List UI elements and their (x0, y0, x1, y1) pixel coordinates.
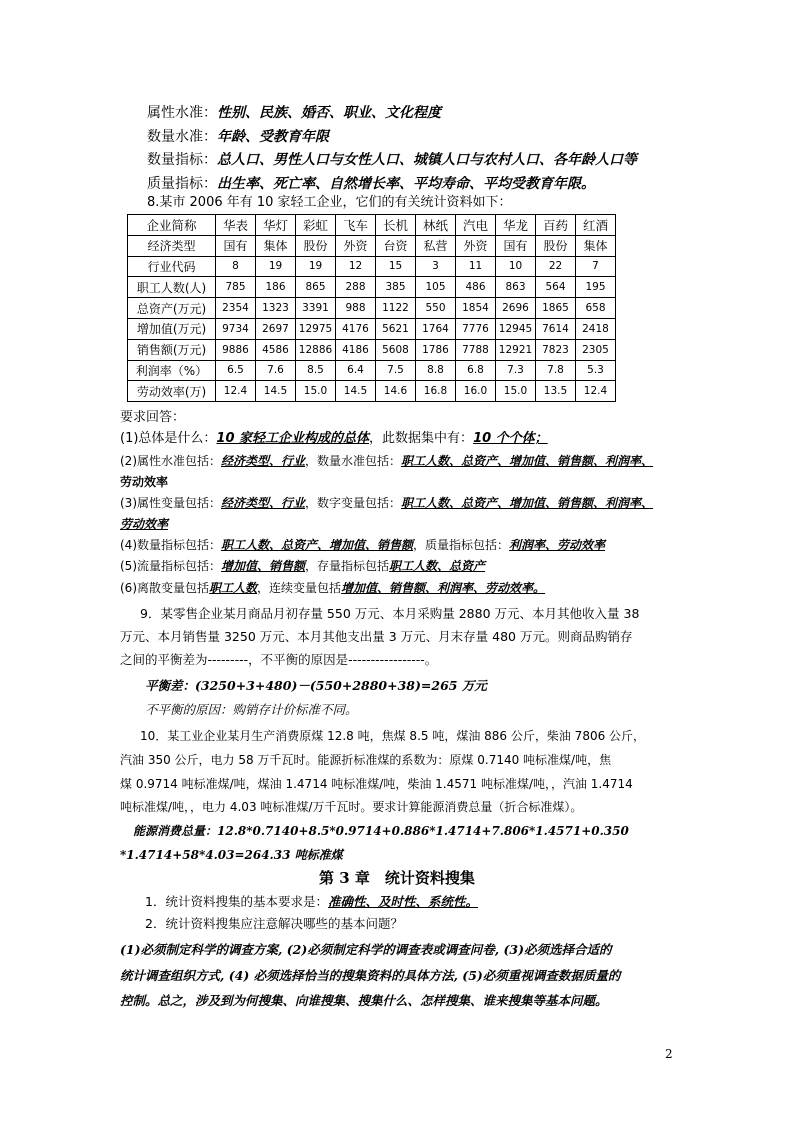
question-10-line: 10．某工业企业某月生产消费原煤 12.8 吨，焦煤 8.5 吨，煤油 886 公斤，柴油 7806 公斤， (140, 729, 646, 743)
table-row (128, 360, 616, 381)
question-9-line: 万元、本月销售量 3250 万元、本月其他支出量 3 万元、月末存量 480 万元。则商品购销存 (120, 629, 633, 644)
answer-3-cont: 劳动效率 (120, 517, 169, 531)
table-header-cell: 林纸 (416, 215, 456, 236)
text-line-quality-indicator: 质量指标：出生率、死亡率、自然增长率、平均寿命、平均受教育年限。 (147, 176, 595, 192)
table-header-cell: 飞车 (336, 215, 376, 236)
table-cell: 3 (416, 256, 456, 277)
answer-6: (6)离散变量包括职工人数，连续变量包括增加值、销售额、利润率、劳动效率。 (120, 581, 546, 595)
table-cell: 4586 (256, 339, 296, 360)
question-8-intro: 8.某市 2006 年有 10 家轻工企业，它们的有关统计资料如下： (147, 195, 512, 210)
table-cell: 7.6 (256, 360, 296, 381)
row-label: 增加值(万元) (128, 318, 216, 339)
table-cell: 7.5 (376, 360, 416, 381)
question-10-line: 汽油 350 公斤，电力 58 万千瓦时。能源折标准煤的系数为：原煤 0.7140 吨标准煤/吨，焦 (120, 753, 612, 767)
table-cell: 6.8 (456, 360, 496, 381)
table-cell: 国有 (496, 235, 536, 256)
table-cell: 5.3 (576, 360, 616, 381)
row-label: 经济类型 (128, 235, 216, 256)
table-cell: 集体 (256, 235, 296, 256)
table-cell: 集体 (576, 235, 616, 256)
ch3-answer-line: 控制。总之，涉及到为何搜集、向谁搜集、搜集什么、怎样搜集、谁来搜集等基本问题。 (120, 993, 608, 1008)
table-cell: 988 (336, 298, 376, 319)
table-cell: 105 (416, 277, 456, 298)
table-header-cell: 华表 (216, 215, 256, 236)
table-cell: 385 (376, 277, 416, 298)
table-cell: 12.4 (576, 381, 616, 402)
table-cell: 1323 (256, 298, 296, 319)
table-cell: 288 (336, 277, 376, 298)
table-header-cell: 百药 (536, 215, 576, 236)
question-10-answer-cont: *1.4714+58*4.03=264.33 吨标准煤 (120, 848, 343, 862)
table-row (128, 256, 616, 277)
answer-2: (2)属性水准包括：经济类型、行业，数量水准包括：职工人数、总资产、增加值、销售额、利润率、 (120, 454, 654, 468)
table-cell: 785 (216, 277, 256, 298)
table-row (128, 318, 616, 339)
table-cell: 9734 (216, 318, 256, 339)
table-cell: 12886 (296, 339, 336, 360)
text-line-quantity-indicator: 数量指标：总人口、男性人口与女性人口、城镇人口与农村人口、各年龄人口等 (147, 152, 637, 168)
table-cell: 5608 (376, 339, 416, 360)
table-cell: 3391 (296, 298, 336, 319)
table-cell: 16.0 (456, 381, 496, 402)
table-cell: 14.6 (376, 381, 416, 402)
table-cell: 12975 (296, 318, 336, 339)
table-cell: 186 (256, 277, 296, 298)
answer-4: (4)数量指标包括：职工人数、总资产、增加值、销售额，质量指标包括：利润率、劳动效率 (120, 538, 606, 552)
table-cell: 1122 (376, 298, 416, 319)
table-cell: 9886 (216, 339, 256, 360)
question-10-line: 煤 0.9714 吨标准煤/吨，煤油 1.4714 吨标准煤/吨，柴油 1.4571 吨标准煤/吨，，汽油 1.4714 (120, 777, 633, 791)
table-cell: 股份 (296, 235, 336, 256)
text-line-attribute-level: 属性水准：性别、民族、婚否、职业、文化程度 (147, 105, 441, 121)
table-cell: 7.8 (536, 360, 576, 381)
table-cell: 4176 (336, 318, 376, 339)
require-label: 要求回答： (120, 410, 186, 425)
answer-2-cont: 劳动效率 (120, 475, 169, 489)
enterprise-data-table (127, 214, 616, 402)
table-cell: 22 (536, 256, 576, 277)
table-cell: 7614 (536, 318, 576, 339)
table-cell: 19 (256, 256, 296, 277)
question-10-answer: 能源消费总量：12.8*0.7140+8.5*0.9714+0.886*1.4714+7.806*1.4571+0.350 (133, 824, 629, 838)
table-cell: 国有 (216, 235, 256, 256)
table-cell: 7776 (456, 318, 496, 339)
table-cell: 19 (296, 256, 336, 277)
table-cell: 486 (456, 277, 496, 298)
table-cell: 15.0 (496, 381, 536, 402)
ch3-answer-line: 统计调查组织方式, (4) 必须选择恰当的搜集资料的具体方法, (5)必须重视调查数据质量的 (120, 968, 621, 983)
table-cell: 13.5 (536, 381, 576, 402)
answer-3: (3)属性变量包括：经济类型、行业，数字变量包括：职工人数、总资产、增加值、销售额、利润率、 (120, 496, 654, 510)
table-cell: 1854 (456, 298, 496, 319)
table-cell: 8 (216, 256, 256, 277)
table-cell: 台资 (376, 235, 416, 256)
table-row (128, 298, 616, 319)
table-header-cell: 企业简称 (128, 215, 216, 236)
table-cell: 7 (576, 256, 616, 277)
table-cell: 15.0 (296, 381, 336, 402)
table-cell: 1786 (416, 339, 456, 360)
table-header-row (128, 215, 616, 236)
table-cell: 8.5 (296, 360, 336, 381)
table-cell: 1865 (536, 298, 576, 319)
table-cell: 10 (496, 256, 536, 277)
table-cell: 2697 (256, 318, 296, 339)
table-cell: 550 (416, 298, 456, 319)
table-header-cell: 彩虹 (296, 215, 336, 236)
table-cell: 12921 (496, 339, 536, 360)
question-10-line: 吨标准煤/吨，，电力 4.03 吨标准煤/万千瓦时。要求计算能源消费总量（折合标准煤）。 (120, 800, 583, 814)
table-cell: 1764 (416, 318, 456, 339)
table-cell: 6.5 (216, 360, 256, 381)
table-row (128, 235, 616, 256)
table-cell: 863 (496, 277, 536, 298)
table-header-cell: 红酒 (576, 215, 616, 236)
table-cell: 12 (336, 256, 376, 277)
table-cell: 2354 (216, 298, 256, 319)
table-cell: 7823 (536, 339, 576, 360)
table-row (128, 277, 616, 298)
table-cell: 外资 (336, 235, 376, 256)
table-cell: 6.4 (336, 360, 376, 381)
table-cell: 195 (576, 277, 616, 298)
table-cell: 2418 (576, 318, 616, 339)
row-label: 行业代码 (128, 256, 216, 277)
table-cell: 股份 (536, 235, 576, 256)
text-line-quantity-level: 数量水准：年龄、受教育年限 (147, 129, 329, 145)
table-cell: 外资 (456, 235, 496, 256)
row-label: 总资产(万元) (128, 298, 216, 319)
table-header-cell: 汽电 (456, 215, 496, 236)
table-cell: 14.5 (336, 381, 376, 402)
table-cell: 865 (296, 277, 336, 298)
table-cell: 12.4 (216, 381, 256, 402)
table-cell: 2696 (496, 298, 536, 319)
table-cell: 564 (536, 277, 576, 298)
row-label: 职工人数(人) (128, 277, 216, 298)
table-cell: 11 (456, 256, 496, 277)
question-9-line: 之间的平衡差为---------，不平衡的原因是-----------------。 (120, 652, 438, 667)
table-cell: 15 (376, 256, 416, 277)
table-cell: 14.5 (256, 381, 296, 402)
question-9-answer: 平衡差：(3250+3+480)－(550+2880+38)=265 万元 (145, 678, 487, 693)
ch3-question-1: 1．统计资料搜集的基本要求是：准确性、及时性、系统性。 (145, 894, 478, 909)
chapter-heading: 第 3 章 统计资料搜集 (319, 869, 475, 887)
question-9-line: 9．某零售企业某月商品月初存量 550 万元、本月采购量 2880 万元、本月其他收入量 38 (140, 606, 640, 621)
table-cell: 658 (576, 298, 616, 319)
row-label: 销售额(万元) (128, 339, 216, 360)
table-cell: 5621 (376, 318, 416, 339)
table-cell: 2305 (576, 339, 616, 360)
ch3-answer-line: (1)必须制定科学的调查方案, (2)必须制定科学的调查表或调查问卷, (3)必须选择合适的 (120, 942, 612, 957)
table-header-cell: 华灯 (256, 215, 296, 236)
page-number: 2 (665, 1047, 673, 1061)
ch3-question-2: 2．统计资料搜集应注意解决哪些的基本问题？ (145, 916, 403, 931)
answer-1: (1)总体是什么：10 家轻工企业构成的总体，此数据集中有：10 个个体； (120, 431, 548, 446)
table-cell: 7.3 (496, 360, 536, 381)
table-cell: 12945 (496, 318, 536, 339)
table-cell: 7788 (456, 339, 496, 360)
table-row (128, 381, 616, 402)
row-label: 利润率（%） (128, 360, 216, 381)
row-label: 劳动效率(万) (128, 381, 216, 402)
table-cell: 私营 (416, 235, 456, 256)
answer-5: (5)流量指标包括：增加值、销售额，存量指标包括职工人数、总资产 (120, 559, 486, 573)
table-cell: 4186 (336, 339, 376, 360)
table-cell: 16.8 (416, 381, 456, 402)
table-header-cell: 华龙 (496, 215, 536, 236)
table-row (128, 339, 616, 360)
table-header-cell: 长机 (376, 215, 416, 236)
table-cell: 8.8 (416, 360, 456, 381)
question-9-reason: 不平衡的原因：购销存计价标准不同。 (145, 702, 358, 717)
